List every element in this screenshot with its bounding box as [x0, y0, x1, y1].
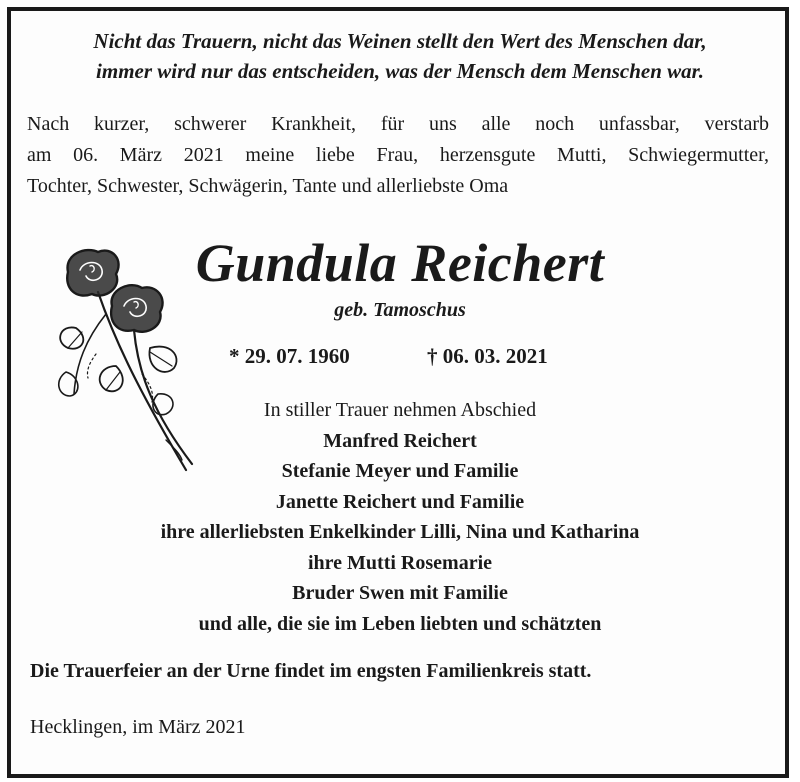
deceased-name: Gundula Reichert [195, 233, 605, 293]
mourner-line: ihre Mutti Rosemarie [307, 551, 493, 574]
motto-line-1: Nicht das Trauern, nicht das Weinen stellt den Wert des Menschen dar, [93, 29, 707, 53]
ceremony-notice: Die Trauerfeier an der Urne findet im engsten Familienkreis statt. [30, 660, 592, 682]
mourner-line: Janette Reichert und Familie [275, 490, 525, 513]
mourner-line: ihre allerliebsten Enkelkinder Lilli, Nina und Katharina [160, 521, 640, 543]
mourner-line: Stefanie Meyer und Familie [281, 460, 519, 482]
death-date: † 06. 03. 2021 [427, 344, 548, 368]
birth-date: * 29. 07. 1960 [229, 344, 350, 368]
intro-line-3: Tochter, Schwester, Schwägerin, Tante und allerliebste Oma [27, 175, 509, 197]
intro-line-1: Nach kurzer, schwerer Krankheit, für uns alle noch unfassbar, verstarb [27, 113, 769, 135]
intro-line-2: am 06. März 2021 meine liebe Frau, herzensgute Mutti, Schwiegermutter, [27, 144, 769, 166]
motto-line-2: immer wird nur das entscheiden, was der Mensch dem Menschen war. [96, 59, 704, 83]
motto-verse [30, 26, 770, 86]
intro-text [27, 109, 769, 202]
born-name: geb. Tamoschus [334, 299, 466, 321]
mourners-lead: In stiller Trauer nehmen Abschied [263, 399, 537, 421]
mourner-line: und alle, die sie im Leben liebten und schätzten [198, 612, 602, 635]
mourners-list [40, 395, 760, 639]
mourner-line: Manfred Reichert [323, 429, 477, 452]
mourner-line: Bruder Swen mit Familie [292, 582, 508, 604]
place-and-date: Hecklingen, im März 2021 [30, 716, 246, 738]
